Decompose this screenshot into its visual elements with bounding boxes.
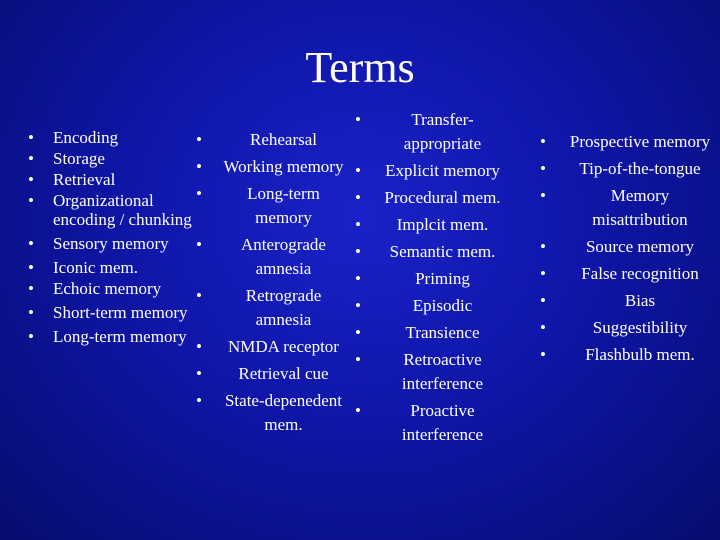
- term-item: • Storage: [28, 149, 193, 168]
- terms-column-1: [28, 128, 193, 351]
- term-item: • Working memory: [196, 155, 346, 179]
- term-item: • NMDA receptor: [196, 335, 346, 359]
- term-item: • Tip-of-the-tongue: [540, 157, 715, 181]
- term-item: • Transfer-appropriate: [355, 108, 505, 156]
- term-item: • Source memory: [540, 235, 715, 259]
- term-item: • Organizational encoding / chunking: [28, 191, 193, 229]
- slide-title: Terms: [305, 43, 415, 92]
- term-item: • Retrieval: [28, 170, 193, 189]
- term-item: • Echoic memory: [28, 279, 193, 298]
- term-item: • Long-term memory: [196, 182, 346, 230]
- terms-column-3: [355, 108, 505, 450]
- term-item: • Retrograde amnesia: [196, 284, 346, 332]
- term-item: • Flashbulb mem.: [540, 343, 715, 367]
- term-item: • State-depenedent mem.: [196, 389, 346, 437]
- term-item: • Prospective memory: [540, 130, 715, 154]
- term-item: • Iconic mem.: [28, 258, 193, 277]
- term-item: • Explicit memory: [355, 159, 505, 183]
- term-item: • Anterograde amnesia: [196, 233, 346, 281]
- term-item: • Implcit mem.: [355, 213, 505, 237]
- term-item: • Retrieval cue: [196, 362, 346, 386]
- term-item: • Procedural mem.: [355, 186, 505, 210]
- term-item: • Episodic: [355, 294, 505, 318]
- term-item: • Proactive interference: [355, 399, 505, 447]
- terms-column-4: [540, 130, 715, 370]
- term-item: • False recognition: [540, 262, 715, 286]
- term-item: • Retroactive interference: [355, 348, 505, 396]
- term-item: • Encoding: [28, 128, 193, 147]
- term-item: • Suggestibility: [540, 316, 715, 340]
- term-item: • Memory misattribution: [540, 184, 715, 232]
- term-item: • Transience: [355, 321, 505, 345]
- terms-column-2: [196, 128, 346, 440]
- term-item: • Sensory memory: [28, 234, 193, 253]
- term-item: • Semantic mem.: [355, 240, 505, 264]
- term-item: • Bias: [540, 289, 715, 313]
- term-item: • Long-term memory: [28, 327, 193, 346]
- term-item: • Rehearsal: [196, 128, 346, 152]
- term-item: • Short-term memory: [28, 303, 193, 322]
- term-item: • Priming: [355, 267, 505, 291]
